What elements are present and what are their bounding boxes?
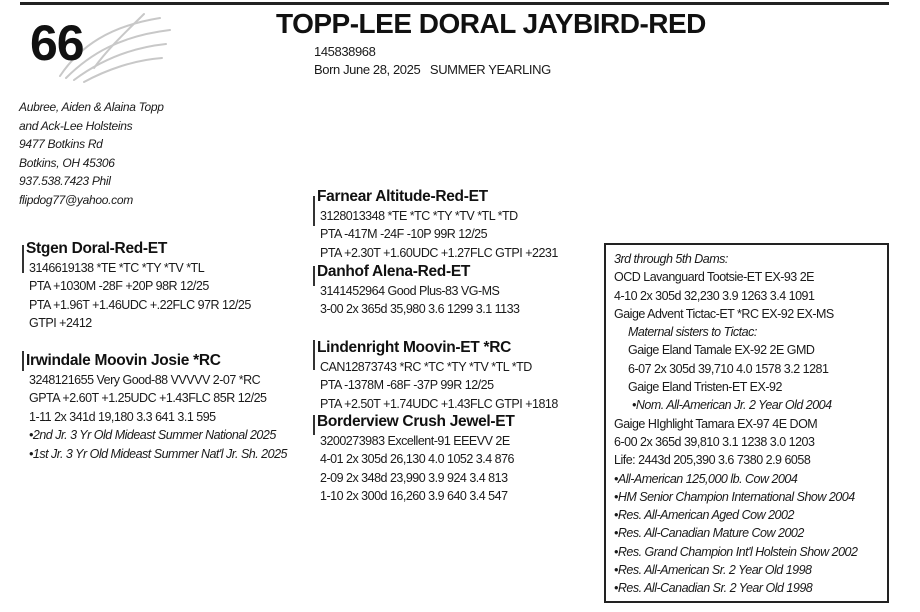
dams-line: 6-00 2x 365d 39,810 3.1 1238 3.0 1203 xyxy=(614,434,815,449)
dam-sire-block xyxy=(317,339,558,413)
dam-dam-info-line: 1-10 2x 300d 16,260 3.9 640 3.4 547 xyxy=(320,489,508,504)
dams-line: 4-10 2x 305d 32,230 3.9 1263 3.4 1091 xyxy=(614,288,815,303)
sire-info-line: GTPI +2412 xyxy=(29,316,92,331)
dams-line: Gaige Eland Tristen-ET EX-92 xyxy=(628,380,782,395)
dam-award: •1st Jr. 3 Yr Old Mideast Summer Nat'l Jr. Sh. 2025 xyxy=(29,446,287,461)
pedigree-line-sire-dam xyxy=(313,266,315,286)
dams-award: •Res. Grand Champion Int'l Holstein Show 2002 xyxy=(614,544,858,559)
consignor-line: and Ack-Lee Holsteins xyxy=(19,118,133,133)
consignor-contact xyxy=(19,98,164,210)
extended-dams-content xyxy=(614,250,857,598)
sire-dam-name: Danhof Alena-Red-ET xyxy=(317,263,471,280)
consignor-line: Aubree, Aiden & Alaina Topp xyxy=(19,100,164,114)
sire-dam-block xyxy=(317,263,520,319)
pedigree-line-sire xyxy=(22,245,24,273)
sire-sire-info-line: PTA -417M -24F -10P 99R 12/25 xyxy=(320,227,488,242)
birth-info xyxy=(314,62,551,77)
dams-award: •All-American 125,000 lb. Cow 2004 xyxy=(614,471,798,486)
dam-sire-name: Lindenright Moovin-ET *RC xyxy=(317,339,511,356)
dam-dam-info-line: 2-09 2x 348d 23,990 3.9 924 3.4 813 xyxy=(320,470,508,485)
dams-line: Life: 2443d 205,390 3.6 7380 2.9 6058 xyxy=(614,453,811,468)
sire-dam-info-line: 3141452964 Good Plus-83 VG-MS xyxy=(320,283,500,298)
dams-heading: 3rd through 5th Dams: xyxy=(614,252,728,266)
dams-line: OCD Lavanguard Tootsie-ET EX-93 2E xyxy=(614,270,815,285)
dam-sire-info-line: PTA +2.50T +1.74UDC +1.43FLC GTPI +1818 xyxy=(320,396,558,411)
sire-sire-name: Farnear Altitude-Red-ET xyxy=(317,188,488,205)
pedigree-line-dam-sire xyxy=(313,340,315,370)
sire-dam-info-line: 3-00 2x 365d 35,980 3.6 1299 3.1 1133 xyxy=(320,302,520,317)
sire-info-line: PTA +1030M -28F +20P 98R 12/25 xyxy=(29,279,209,294)
dams-line: •Nom. All-American Jr. 2 Year Old 2004 xyxy=(632,398,832,413)
dams-award: •Res. All-Canadian Mature Cow 2002 xyxy=(614,526,804,541)
dams-award: •Res. All-American Aged Cow 2002 xyxy=(614,508,794,523)
dams-line: Gaige Advent Tictac-ET *RC EX-92 EX-MS xyxy=(614,306,834,321)
sire-sire-info-line: PTA +2.30T +1.60UDC +1.27FLC GTPI +2231 xyxy=(320,245,558,260)
sire-block xyxy=(26,240,251,333)
dam-dam-info-line: 3200273983 Excellent-91 EEEVV 2E xyxy=(320,433,510,448)
consignor-line: 937.538.7423 Phil xyxy=(19,174,111,189)
sire-sire-info-line: 3128013348 *TE *TC *TY *TV *TL *TD xyxy=(320,208,518,223)
dam-award: •2nd Jr. 3 Yr Old Mideast Summer National 2025 xyxy=(29,428,276,443)
dam-sire-info-line: CAN12873743 *RC *TC *TY *TV *TL *TD xyxy=(320,359,532,374)
dam-sire-info-line: PTA -1378M -68F -37P 99R 12/25 xyxy=(320,378,494,393)
birth-date: Born June 28, 2025 xyxy=(314,62,421,77)
dams-line: 6-07 2x 305d 39,710 4.0 1578 3.2 1281 xyxy=(628,361,829,376)
dam-dam-name: Borderview Crush Jewel-ET xyxy=(317,413,515,430)
dam-dam-block xyxy=(317,413,515,506)
consignor-line: 9477 Botkins Rd xyxy=(19,137,103,152)
pedigree-line-sire-sire xyxy=(313,196,315,226)
sire-sire-block xyxy=(317,188,558,262)
dam-name: Irwindale Moovin Josie *RC xyxy=(26,352,221,369)
dams-award: •Res. All-American Sr. 2 Year Old 1998 xyxy=(614,563,812,578)
pedigree-line-dam xyxy=(22,351,24,371)
dams-award: •HM Senior Champion International Show 2004 xyxy=(614,489,855,504)
dam-info-line: 1-11 2x 341d 19,180 3.3 641 3.1 595 xyxy=(29,409,216,424)
dam-block xyxy=(26,352,287,464)
registration-number: 145838968 xyxy=(314,44,376,59)
dams-line: Gaige Eland Tamale EX-92 2E GMD xyxy=(628,343,815,358)
pedigree-line-dam-dam xyxy=(313,415,315,435)
consignor-line: flipdog77@yahoo.com xyxy=(19,192,133,207)
dam-info-line: GPTA +2.60T +1.25UDC +1.43FLC 85R 12/25 xyxy=(29,391,267,406)
dam-dam-info-line: 4-01 2x 305d 26,130 4.0 1052 3.4 876 xyxy=(320,452,514,467)
sire-name: Stgen Doral-Red-ET xyxy=(26,240,167,257)
show-class: SUMMER YEARLING xyxy=(429,62,551,77)
header-rule xyxy=(20,2,889,5)
sire-info-line: PTA +1.96T +1.46UDC +.22FLC 97R 12/25 xyxy=(29,297,251,312)
consignor-line: Botkins, OH 45306 xyxy=(19,155,115,170)
dam-info-line: 3248121655 Very Good-88 VVVVV 2-07 *RC xyxy=(29,372,261,387)
dams-line: Gaige HIghlight Tamara EX-97 4E DOM xyxy=(614,416,818,431)
dams-award: •Res. All-Canadian Sr. 2 Year Old 1998 xyxy=(614,581,813,596)
animal-name-title: TOPP-LEE DORAL JAYBIRD-RED xyxy=(276,8,706,39)
sire-info-line: 3146619138 *TE *TC *TY *TV *TL xyxy=(29,260,205,275)
dams-line: Maternal sisters to Tictac: xyxy=(628,325,757,340)
lot-number: 66 xyxy=(30,15,84,71)
